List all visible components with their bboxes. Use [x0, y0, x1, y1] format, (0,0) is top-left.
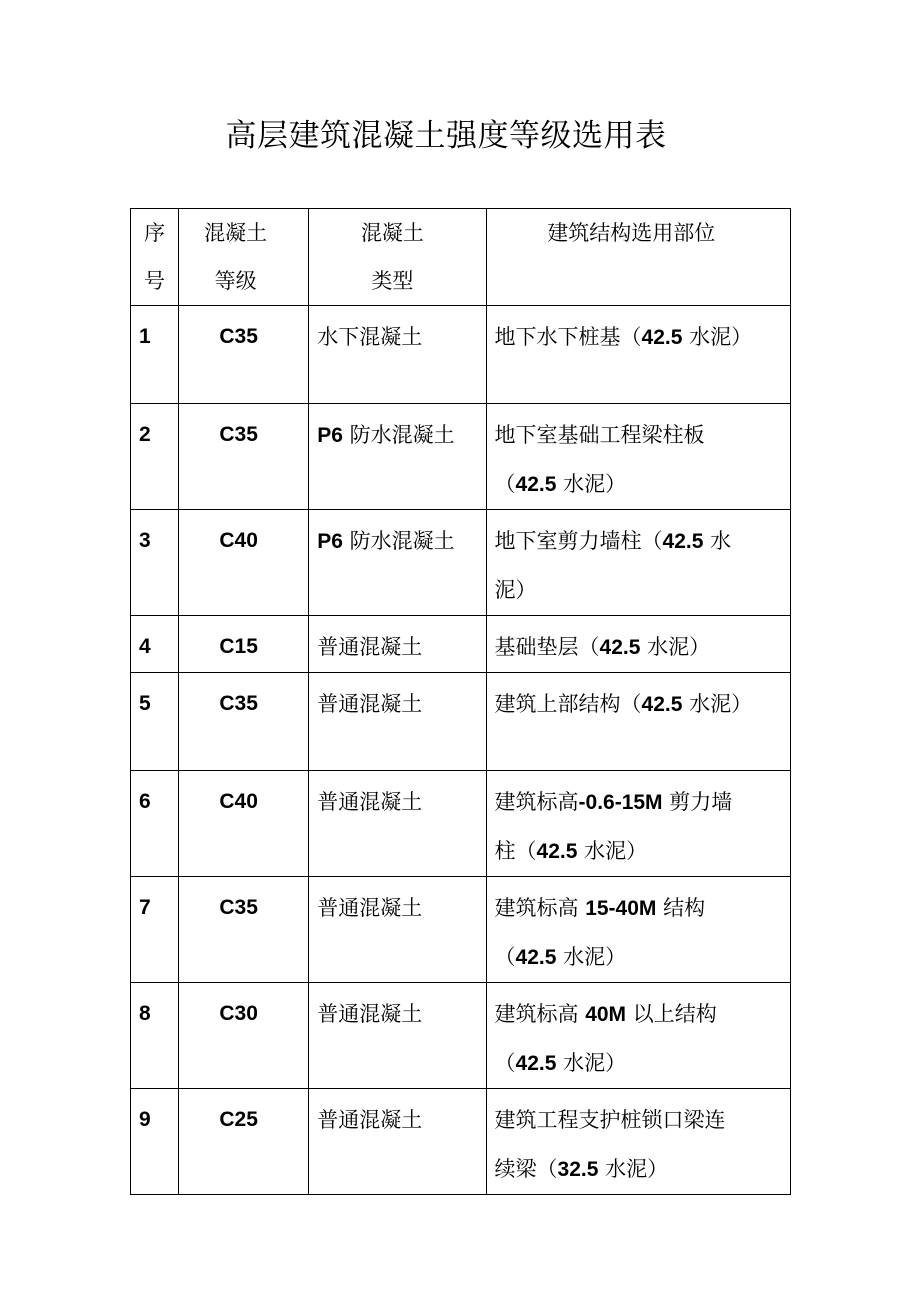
part-text-suffix: 水: [703, 529, 732, 553]
cell-part: [486, 404, 790, 510]
type-prefix: P6: [317, 530, 343, 553]
part-line-2: [495, 566, 788, 615]
row-number: 7: [139, 896, 151, 919]
cell-no: [131, 877, 179, 983]
part-line-2: [495, 1039, 788, 1088]
grade-value: C35: [219, 692, 258, 715]
cell-grade: [179, 1089, 309, 1195]
row-number: 1: [139, 325, 151, 348]
part-number: -0.6-15M: [578, 791, 663, 814]
part-text-suffix: 结构: [656, 896, 706, 920]
part-number: 42.5: [515, 473, 557, 496]
cell-type: [309, 404, 486, 510]
part-line-1: [495, 623, 788, 672]
header-cell-grade: [179, 209, 309, 306]
grade-value: C15: [219, 635, 258, 658]
part-text-suffix: 水泥）: [598, 1157, 669, 1181]
cell-type: [309, 1089, 486, 1195]
part-line-2: [495, 827, 788, 876]
cell-type: [309, 616, 486, 673]
part-text-suffix: 水泥）: [556, 472, 627, 496]
table-row: [131, 510, 791, 616]
part-line-2: [495, 933, 788, 982]
row-number: 5: [139, 692, 151, 715]
cell-no: [131, 673, 179, 771]
part-number: 42.5: [641, 326, 683, 349]
part-text-suffix: 水泥）: [682, 692, 753, 716]
part-number: 42.5: [515, 1052, 557, 1075]
grade-value: C25: [219, 1108, 258, 1131]
part-text: （: [494, 472, 516, 496]
header-no-line2: 号: [144, 269, 166, 293]
part-text-suffix: 水泥）: [640, 635, 711, 659]
part-line-1: [495, 680, 788, 729]
grade-value: C40: [219, 790, 258, 813]
part-line-1: [495, 990, 788, 1039]
part-number: 42.5: [515, 946, 557, 969]
type-value: 普通混凝土: [317, 635, 423, 659]
part-text-suffix: 水泥）: [577, 839, 648, 863]
table-row: [131, 1089, 791, 1195]
cell-no: [131, 616, 179, 673]
part-number: 15-40M: [585, 897, 657, 920]
type-value: 防水混凝土: [342, 529, 455, 553]
cell-no: [131, 771, 179, 877]
table-row: [131, 771, 791, 877]
type-value: 防水混凝土: [342, 423, 455, 447]
type-value: 普通混凝土: [317, 692, 423, 716]
table-row: [131, 306, 791, 404]
part-line-1: [495, 411, 788, 460]
cell-part: [486, 1089, 790, 1195]
table-header-row: [131, 209, 791, 306]
part-text: 建筑上部结构（: [494, 692, 642, 716]
part-text: 建筑工程支护桩锁口梁连: [494, 1108, 726, 1132]
part-text: （: [494, 945, 516, 969]
part-text: 建筑标高: [494, 896, 586, 920]
cell-grade: [179, 404, 309, 510]
part-line-1: [495, 1096, 788, 1145]
part-number: 42.5: [599, 636, 641, 659]
cell-grade: [179, 306, 309, 404]
header-cell-no: [131, 209, 179, 306]
part-number: 32.5: [557, 1158, 599, 1181]
row-number: 6: [139, 790, 151, 813]
header-part-label: 建筑结构选用部位: [547, 221, 716, 245]
part-text: 地下室基础工程梁柱板: [494, 423, 705, 447]
header-grade-line2: 等级: [214, 269, 257, 293]
part-text: 建筑标高: [494, 1002, 586, 1026]
cell-no: [131, 510, 179, 616]
part-number: 42.5: [662, 530, 704, 553]
cell-grade: [179, 673, 309, 771]
header-type-line1: 混凝土: [360, 221, 424, 245]
cell-part: [486, 616, 790, 673]
cell-grade: [179, 877, 309, 983]
cell-type: [309, 877, 486, 983]
cell-type: [309, 673, 486, 771]
part-text-suffix: 水泥）: [682, 325, 753, 349]
type-prefix: P6: [317, 424, 343, 447]
part-line-1: [495, 313, 788, 362]
row-number: 9: [139, 1108, 151, 1131]
part-text-suffix: 水泥）: [556, 945, 627, 969]
cell-part: [486, 510, 790, 616]
type-value: 普通混凝土: [317, 1108, 423, 1132]
type-value: 普通混凝土: [317, 1002, 423, 1026]
header-cell-part: [486, 209, 790, 306]
part-number: 40M: [585, 1003, 627, 1026]
table-row: [131, 404, 791, 510]
cell-part: [486, 877, 790, 983]
part-text: 柱（: [494, 839, 537, 863]
type-value: 水下混凝土: [317, 325, 423, 349]
type-value: 普通混凝土: [317, 896, 423, 920]
cell-part: [486, 983, 790, 1089]
row-number: 2: [139, 423, 151, 446]
part-line-1: [495, 778, 788, 827]
part-number: 42.5: [641, 693, 683, 716]
part-text-suffix: 水泥）: [556, 1051, 627, 1075]
table-row: [131, 616, 791, 673]
cell-no: [131, 1089, 179, 1195]
cell-part: [486, 673, 790, 771]
cell-part: [486, 771, 790, 877]
cell-grade: [179, 510, 309, 616]
header-grade-line1: 混凝土: [204, 221, 268, 245]
header-type-line2: 类型: [371, 269, 414, 293]
type-value: 普通混凝土: [317, 790, 423, 814]
part-text: 地下室剪力墙柱（: [494, 529, 663, 553]
page-title: 高层建筑混凝土强度等级选用表: [225, 118, 667, 154]
grade-value: C35: [219, 325, 258, 348]
part-line-2: [495, 1145, 788, 1194]
cell-part: [486, 306, 790, 404]
header-cell-type: [309, 209, 486, 306]
part-text-suffix: 以上结构: [626, 1002, 717, 1026]
part-text: 地下水下桩基（: [494, 325, 642, 349]
row-number: 8: [139, 1002, 151, 1025]
cell-grade: [179, 771, 309, 877]
cell-grade: [179, 983, 309, 1089]
table-row: [131, 877, 791, 983]
table-row: [131, 983, 791, 1089]
cell-type: [309, 306, 486, 404]
cell-type: [309, 771, 486, 877]
part-line-1: [495, 884, 788, 933]
part-text-suffix: 剪力墙: [662, 790, 733, 814]
part-text: （: [494, 1051, 516, 1075]
row-number: 4: [139, 635, 151, 658]
concrete-grade-table: [130, 208, 791, 1195]
cell-type: [309, 983, 486, 1089]
header-no-line1: 序: [144, 221, 166, 245]
row-number: 3: [139, 529, 151, 552]
cell-no: [131, 306, 179, 404]
part-line-2: [495, 460, 788, 509]
part-number: 42.5: [536, 840, 578, 863]
part-text: 续梁（: [494, 1157, 558, 1181]
cell-no: [131, 404, 179, 510]
part-line-1: [495, 517, 788, 566]
part-text: 基础垫层（: [494, 635, 600, 659]
grade-value: C30: [219, 1002, 258, 1025]
grade-value: C35: [219, 423, 258, 446]
grade-value: C40: [219, 529, 258, 552]
grade-value: C35: [219, 896, 258, 919]
cell-grade: [179, 616, 309, 673]
cell-no: [131, 983, 179, 1089]
part-text: 建筑标高: [494, 790, 579, 814]
part-text: 泥）: [494, 578, 537, 602]
cell-type: [309, 510, 486, 616]
table-row: [131, 673, 791, 771]
